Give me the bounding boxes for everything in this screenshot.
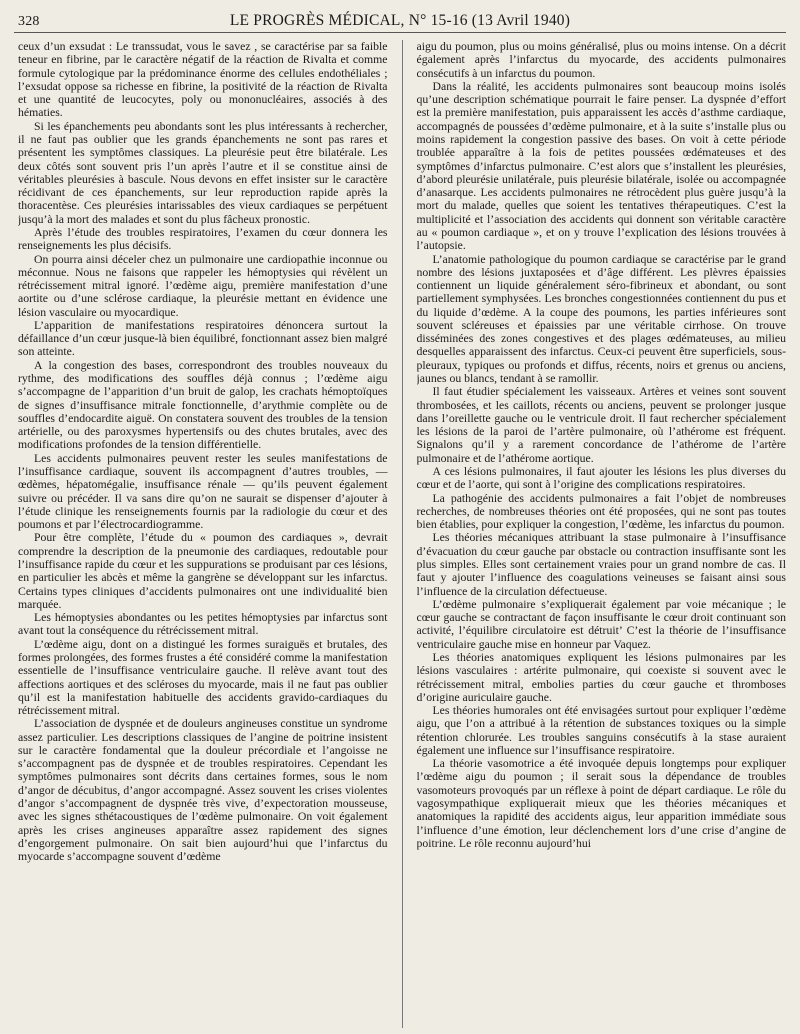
paragraph: Les hémoptysies abondantes ou les petites hémoptysies par infarctus sont avant tout la conséquence du rétrécissement mitral. — [18, 611, 388, 638]
paragraph: L’association de dyspnée et de douleurs angineuses constitue un syndrome assez particulier. Les descriptions classiques de l’angine de poitrine insistent sur le caractère fondamental que la douleur précordiale et l’angoisse ne s’accompagnent pas de dyspnée et de troubles respiratoires. Cependant les symptômes pulmonaires sont décrits dans certaines formes, sous le nom d’angor de décubitus, d’angor accompagné. Assez souvent les crises violentes d’angor s’accompagnent de dyspnée très vive, d’expectoration mousseuse, avec les signes sthétacoustiques de l’œdème pulmonaire. On voit également après les crises angineuses apparaître assez rapidement des signes d’engorgement pulmonaire. On sait bien aujourd’hui que l’infarctus du myocarde s’accompagne souvent d’œdème — [18, 717, 388, 864]
paragraph: On pourra ainsi déceler chez un pulmonaire une cardiopathie inconnue ou méconnue. Nous ne faisons que rappeler les hémoptysies qui révèlent un rétrécissement mitral ignoré. l’œdème aigu, première manifestation d’une aortite ou d’une sclérose cardiaque, la pleurésie mettant en évidence une lésion vasculaire ou myocardique. — [18, 252, 388, 319]
paragraph: Après l’étude des troubles respiratoires, l’examen du cœur donnera les renseignements les plus décisifs. — [18, 225, 388, 253]
column-divider — [402, 40, 403, 1028]
paragraph: L’anatomie pathologique du poumon cardiaque se caractérise par le grand nombre des lésions juxtaposées et d’âge différent. Les plèvres épaissies contiennent un liquide généralement séro-fibrineux et abondant, ou sont partiellement symphysées. Les bronches congestionnées contiennent du pus et du liquide d’œdème. A la coupe des poumons, les parties inférieures sont souvent scléreuses et épaissies par une véritable cirrhose. On trouve disséminées des zones congestives et des plages œdémateuses, au milieu desquelles apparaissent des infarctus. Ceux-ci peuvent être superficiels, sous-pleuraux, typiques ou profonds et diffus, récents, noirs et grenus ou anciens, jaunes ou blancs, tendant à se ramollir. — [416, 252, 786, 386]
header-rule — [14, 32, 786, 33]
paragraph: Les accidents pulmonaires peuvent rester les seules manifestations de l’insuffisance cardiaque, souvent ils accompagnent d’autres troubles, — œdèmes, hépatomégalie, insuffisance rénale — qu’ils peuvent également suivre ou précéder. Il va sans dire qu’on ne saurait se dispenser d’ajouter à l’étude clinique les renseignements fournis par la radiologie du cœur et des poumons et par l’électrocardiogramme. — [18, 451, 388, 532]
paragraph: L’apparition de manifestations respiratoires dénoncera surtout la défaillance d’un cœur jusque-là bien équilibré, fonctionnant assez bien malgré son atteinte. — [18, 318, 388, 359]
right-column — [417, 40, 787, 1028]
paragraph: La pathogénie des accidents pulmonaires a fait l’objet de nombreuses recherches, de nombreuses théories ont été proposées, qui ne sont pas toutes bien établies, pour expliquer la congestion, l’œdème, les infarctus du poumon. — [416, 491, 786, 532]
paragraph: Si les épanchements peu abondants sont les plus intéressants à rechercher, il ne faut pas oublier que les grands épanchements ne sont pas rares et présentent les symptômes classiques. La pleurésie peut être bilatérale. Les deux côtés sont souvent pris l’un après l’autre et il se constitue ainsi de véritables pleurésies à bascule. Nous devons en effet insister sur le caractère récidivant de ces épanchements, sur leur reproduction rapide après la thoracentèse. Ces pleurésies intarissables des vieux cardiaques se perpétuent jusqu’à la mort des malades et sont du plus fâcheux pronostic. — [18, 119, 388, 226]
paragraph: L’œdème aigu, dont on a distingué les formes suraiguës et brutales, des formes prolongées, des formes frustes a été considéré comme la manifestation essentielle de l’insuffisance ventriculaire gauche. Il relève avant tout des affections aortiques et des scléroses du myocarde, mais il ne faut pas oublier qu’il est la manifestation habituelle des accidents gravido-cardiaques du rétrécissement mitral. — [18, 637, 388, 718]
paragraph: L’œdème pulmonaire s’expliquerait également par voie mécanique ; le cœur gauche se contractant de façon insuffisante le cœur droit continuant son activité, l’équilibre circulatoire est détruit’ C’est la théorie de l’insuffisance ventriculaire gauche mise en honneur par Vaquez. — [416, 597, 786, 651]
paragraph: A ces lésions pulmonaires, il faut ajouter les lésions les plus diverses du cœur et de l’aorte, qui sont à l’origine des complications respiratoires. — [416, 465, 786, 492]
paragraph: ceux d’un exsudat : Le transsudat, vous le savez , se caractérise par sa faible teneur en fibrine, par le caractère négatif de la réaction de Rivalta et comme formule cytologique par la prédominance énorme des cellules endothéliales ; l’exsudat oppose sa richesse en fibrine, la positivité de la réaction de Rivalta et une quantité de leucocytes, poly ou mononucléaires, associés à des hématies. — [18, 40, 388, 120]
paragraph: Dans la réalité, les accidents pulmonaires sont beaucoup moins isolés qu’une description schématique pourrait le faire penser. La dyspnée d’effort est la première manifestation, puis apparaissent les accès d’asthme cardiaque, accompagnés de poussées d’œdème pulmonaire, et à la suite s’installe plus ou moins rapidement la congestion passive des bases. On voit à cette période troublée apparaître à la fois de petites poussées œdémateuses et des symptômes d’infarctus pulmonaire. C’est alors que s’installent les pleurésies, d’abord pleurésie unilatérale, puis pleurésie bilatérale, isolée ou accompagnée d’anasarque. Les accidents pulmonaires ne rétrocèdent plus guère jusqu’à la mort du malade, quelles que soient les tentatives thérapeutiques. C’est la multiplicité et l’association des accidents qui donnent son véritable caractère au « poumon cardiaque », et on y trouve l’explication des lésions trouvées à l’autopsie. — [416, 79, 786, 253]
paragraph: Les théories anatomiques expliquent les lésions pulmonaires par les lésions vasculaires : artérite pulmonaire, qui coexiste si souvent avec le rétrécissement mitral, embolies parties du cœur gauche et thromboses d’origine auriculaire gauche. — [416, 650, 786, 704]
page-number: 328 — [18, 14, 40, 29]
left-column — [18, 40, 388, 1028]
article-body — [18, 40, 786, 1028]
journal-title: LE PROGRÈS MÉDICAL, N° 15-16 (13 Avril 1940) — [229, 12, 571, 29]
paragraph: La théorie vasomotrice a été invoquée depuis longtemps pour expliquer l’œdème aigu du poumon ; il serait sous la dépendance de troubles vasomoteurs provoqués par un réflexe à point de départ cardiaque. Le rôle du vagosympathique expliquerait mieux que les théories mécaniques et anatomiques la rapidité des accidents aigus, leur apparition immédiate sous l’influence d’une émotion, leur déclenchement lors d’une crise d’angine de poitrine. Le rôle reconnu aujourd’hui — [416, 757, 786, 850]
paragraph: Pour être complète, l’étude du « poumon des cardiaques », devrait comprendre la description de la pneumonie des cardiaques, redoutable pour l’insuffisance rapide du cœur et les suppurations se produisant par ces lésions, en particulier les abcès et même la gangrène se développant sur les infarctus. Certains types cliniques d’accidents pulmonaires ont une individualité bien marquée. — [18, 531, 388, 611]
paragraph: Les théories humorales ont été envisagées surtout pour expliquer l’œdème aigu, que l’on a attribué à la rétention de substances toxiques ou la simple rétention chlorurée. Les troubles sanguins consécutifs à la stase auraient également une influence sur l’insuffisance respiratoire. — [416, 704, 786, 757]
paragraph: aigu du poumon, plus ou moins généralisé, plus ou moins intense. On a décrit également après l’infarctus du myocarde, des accidents pulmonaires consécutifs à un infarctus du poumon. — [416, 40, 786, 80]
paragraph: Il faut étudier spécialement les vaisseaux. Artères et veines sont souvent thrombosées, et les caillots, récents ou anciens, peuvent se prolonger jusque dans l’oreillette gauche ou le ventricule droit. Il faut rechercher spécialement les lésions de la paroi de l’artère pulmonaire, où l’athérome est fréquent. Signalons qu’il y a rarement concordance de l’athérome de l’artère pulmonaire et de l’athérome aortique. — [416, 385, 786, 465]
paragraph: A la congestion des bases, correspondront des troubles nouveaux du rythme, des modifications des souffles déjà connus ; l’œdème aigu s’accompagne de l’apparition d’un bruit de galop, les crachats hémoptoïques de signes d’insuffisance mitrale fonctionnelle, d’arythmie complète ou de souffles d’endocardite aiguë. On constatera souvent des troubles de la tension artérielle, ou des paroxysmes hypertensifs ou des chutes brutales, avec des modifications profondes de la tension différentielle. — [18, 358, 388, 452]
page-header — [14, 6, 786, 32]
paragraph: Les théories mécaniques attribuant la stase pulmonaire à l’insuffisance d’évacuation du cœur gauche par obstacle ou contraction insuffisante sont les plus simples. Elles sont certainement vraies pour un grand nombre de cas. Il faut y ajouter l’influence des coagulations veineuses se faisant ainsi sous l’influence de la circulation défectueuse. — [416, 531, 786, 598]
